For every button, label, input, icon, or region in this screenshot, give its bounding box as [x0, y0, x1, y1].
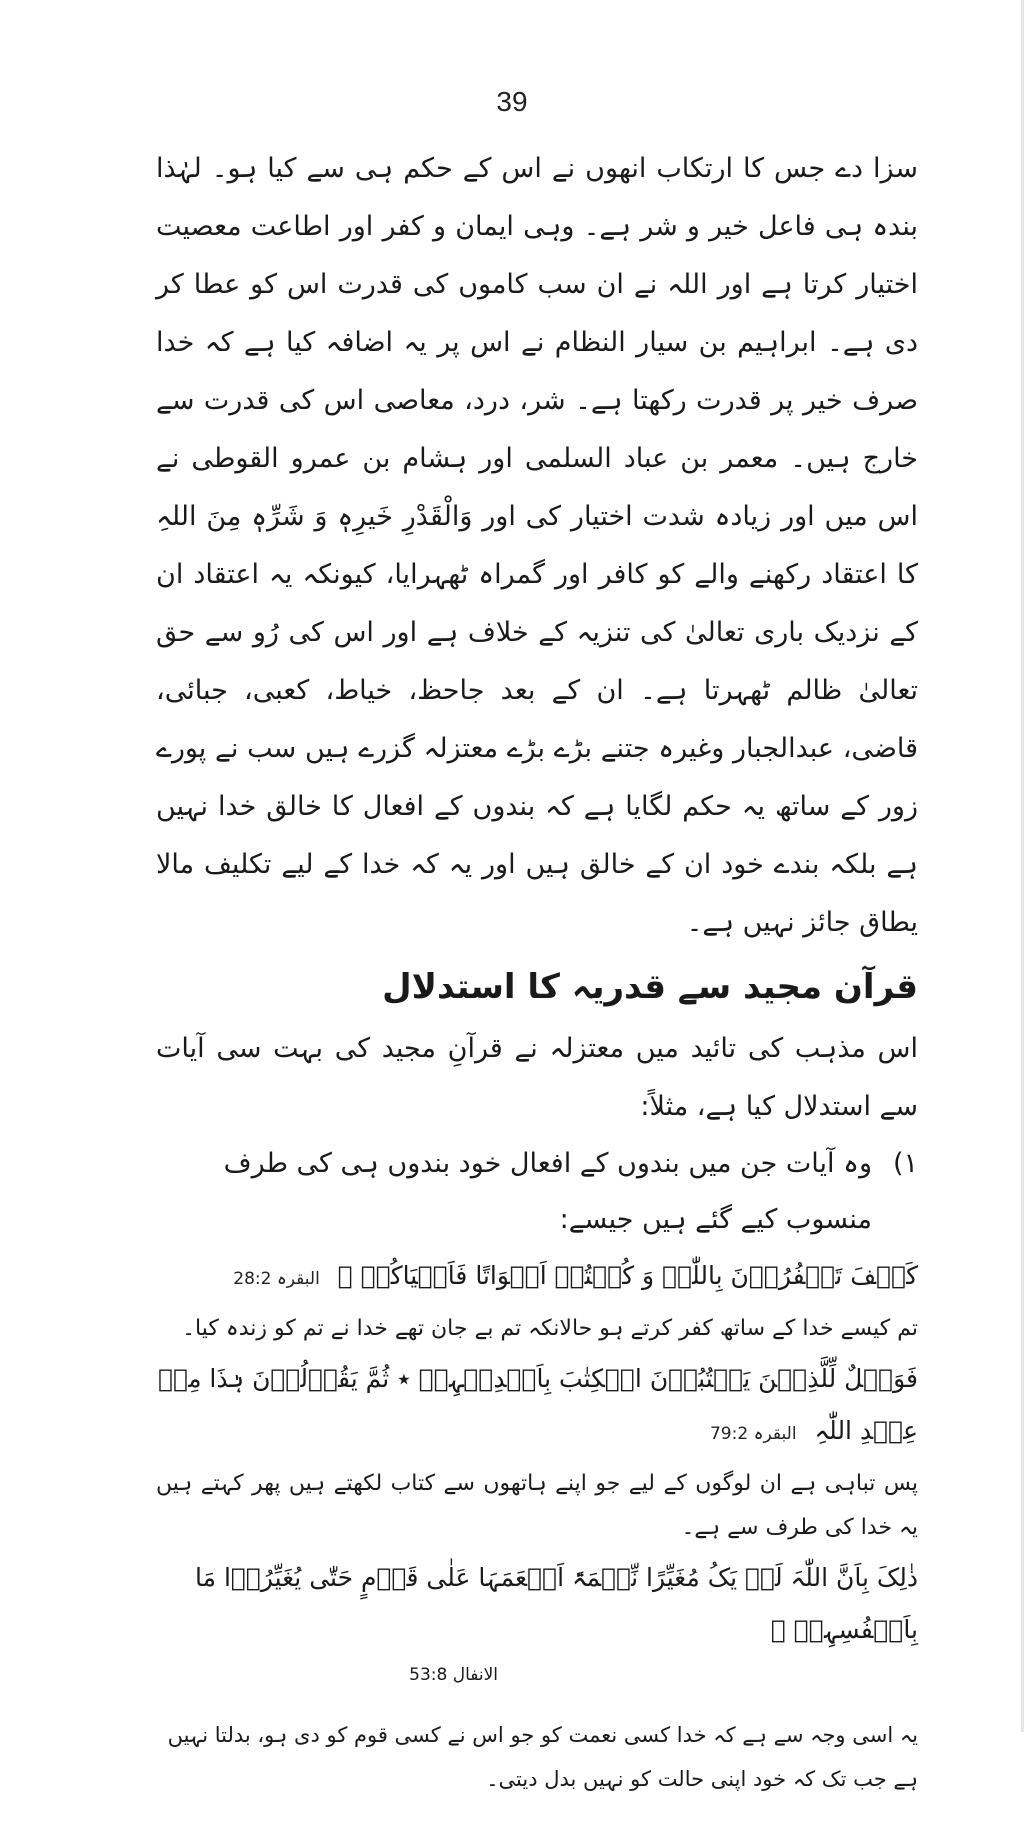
verse-reference: البقرہ 79:2	[709, 1424, 797, 1444]
page-number: 39	[496, 86, 528, 117]
verse-reference: البقرہ 28:2	[233, 1269, 320, 1289]
body-paragraph-1: سزا دے جس کا ارتکاب انھوں نے اس کے حکم ہی سے کیا ہو۔ لہٰذا بندہ ہی فاعل خیر و شر ہے۔ وہی ایمان و کفر اور اطاعت معصیت اختیار کرتا ہے اور اللہ نے ان سب کاموں کی قدرت اس کو عطا کر دی ہے۔ ابراہیم بن سیار النظام نے اس پر یہ اضافہ کیا ہے کہ خدا صرف خیر پر قدرت رکھتا ہے۔ شر، درد، معاصی اس کی قدرت سے خارج ہیں۔ معمر بن عباد السلمی اور ہشام بن عمرو القوطی نے اس میں اور زیادہ شدت اختیار کی اور وَالْقَدْرِ خَیرِہٖ وَ شَرِّہٖ مِنَ اللہِ کا اعتقاد رکھنے والے کو کافر اور گمراہ ٹھہرایا، کیونکہ یہ اعتقاد ان کے نزدیک باری تعالیٰ کی تنزیہ کے خلاف ہے اور اس کی رُو سے حق تعالیٰ ظالم ٹھہرتا ہے۔ ان کے بعد جاحظ، خیاط، کعبی، جبائی، قاضی، عبدالجبار وغیرہ جتنے بڑے بڑے معتزلہ گزرے ہیں سب نے پورے زور کے ساتھ یہ حکم لگایا ہے کہ بندوں کے افعال کا خالق خدا نہیں ہے بلکہ بندے خود ان کے خالق ہیں اور یہ کہ خدا کے لیے تکلیف مالا یطاق جائز نہیں ہے۔	[156, 153, 918, 938]
verse-reference: الانفال 53:8	[409, 1665, 498, 1685]
page-body	[156, 140, 918, 1822]
verse-text: ذٰلِکَ بِاَنَّ اللّٰہَ لَمۡ یَکُ مُغَیِّرًا نِّعۡمَۃً اَنۡعَمَہَا عَلٰی قَوۡمٍ حَتّٰی یُغَیِّرُوۡا مَا بِاَنۡفُسِہِمۡ ۙ	[194, 1563, 918, 1644]
verse-translation-1: تم کیسے خدا کے ساتھ کفر کرتے ہو حالانکہ تم بے جان تھے خدا نے تم کو زندہ کیا۔	[182, 1316, 918, 1341]
section-heading: قرآن مجید سے قدریہ کا استدلال	[382, 967, 918, 1007]
verse-text: کَیۡفَ تَکۡفُرُوۡنَ بِاللّٰہِ وَ کُنۡتُمۡ اَمۡوَاتًا فَاَحۡیَاکُمۡ ۚ	[337, 1261, 918, 1290]
quran-verse-3	[156, 1552, 918, 1656]
list-item	[156, 1136, 918, 1248]
list-number: ۱)	[892, 1148, 918, 1179]
verse-translation-3: یہ اسی وجہ سے ہے کہ خدا کسی نعمت کو جو اس نے کسی قوم کو دی ہو، بدلتا نہیں ہے جب تک کہ خود اپنی حالت کو نہیں بدل دیتی۔	[167, 1723, 918, 1791]
verse-translation-2: پس تباہی ہے ان لوگوں کے لیے جو اپنے ہاتھوں سے کتاب لکھتے ہیں پھر کہتے ہیں یہ خدا کی طرف سے ہے۔	[156, 1471, 918, 1540]
quran-verse-1	[156, 1250, 918, 1305]
body-paragraph-2: اس مذہب کی تائید میں معتزلہ نے قرآنِ مجید کی بہت سی آیات سے استدلال کیا ہے، مثلاً:	[156, 1033, 918, 1122]
quran-verse-2	[156, 1353, 918, 1460]
list-text: وہ آیات جن میں بندوں کے افعال خود بندوں ہی کی طرف منسوب کیے گئے ہیں جیسے:	[223, 1148, 872, 1235]
verse-text: فَوَیۡلٌ لِّلَّذِیۡنَ یَکۡتُبُوۡنَ الۡکِتٰبَ بِاَیۡدِیۡہِمۡ ٭ ثُمَّ یَقُوۡلُوۡنَ ہٰذَا مِنۡ عِنۡدِ اللّٰہِ	[158, 1364, 918, 1445]
